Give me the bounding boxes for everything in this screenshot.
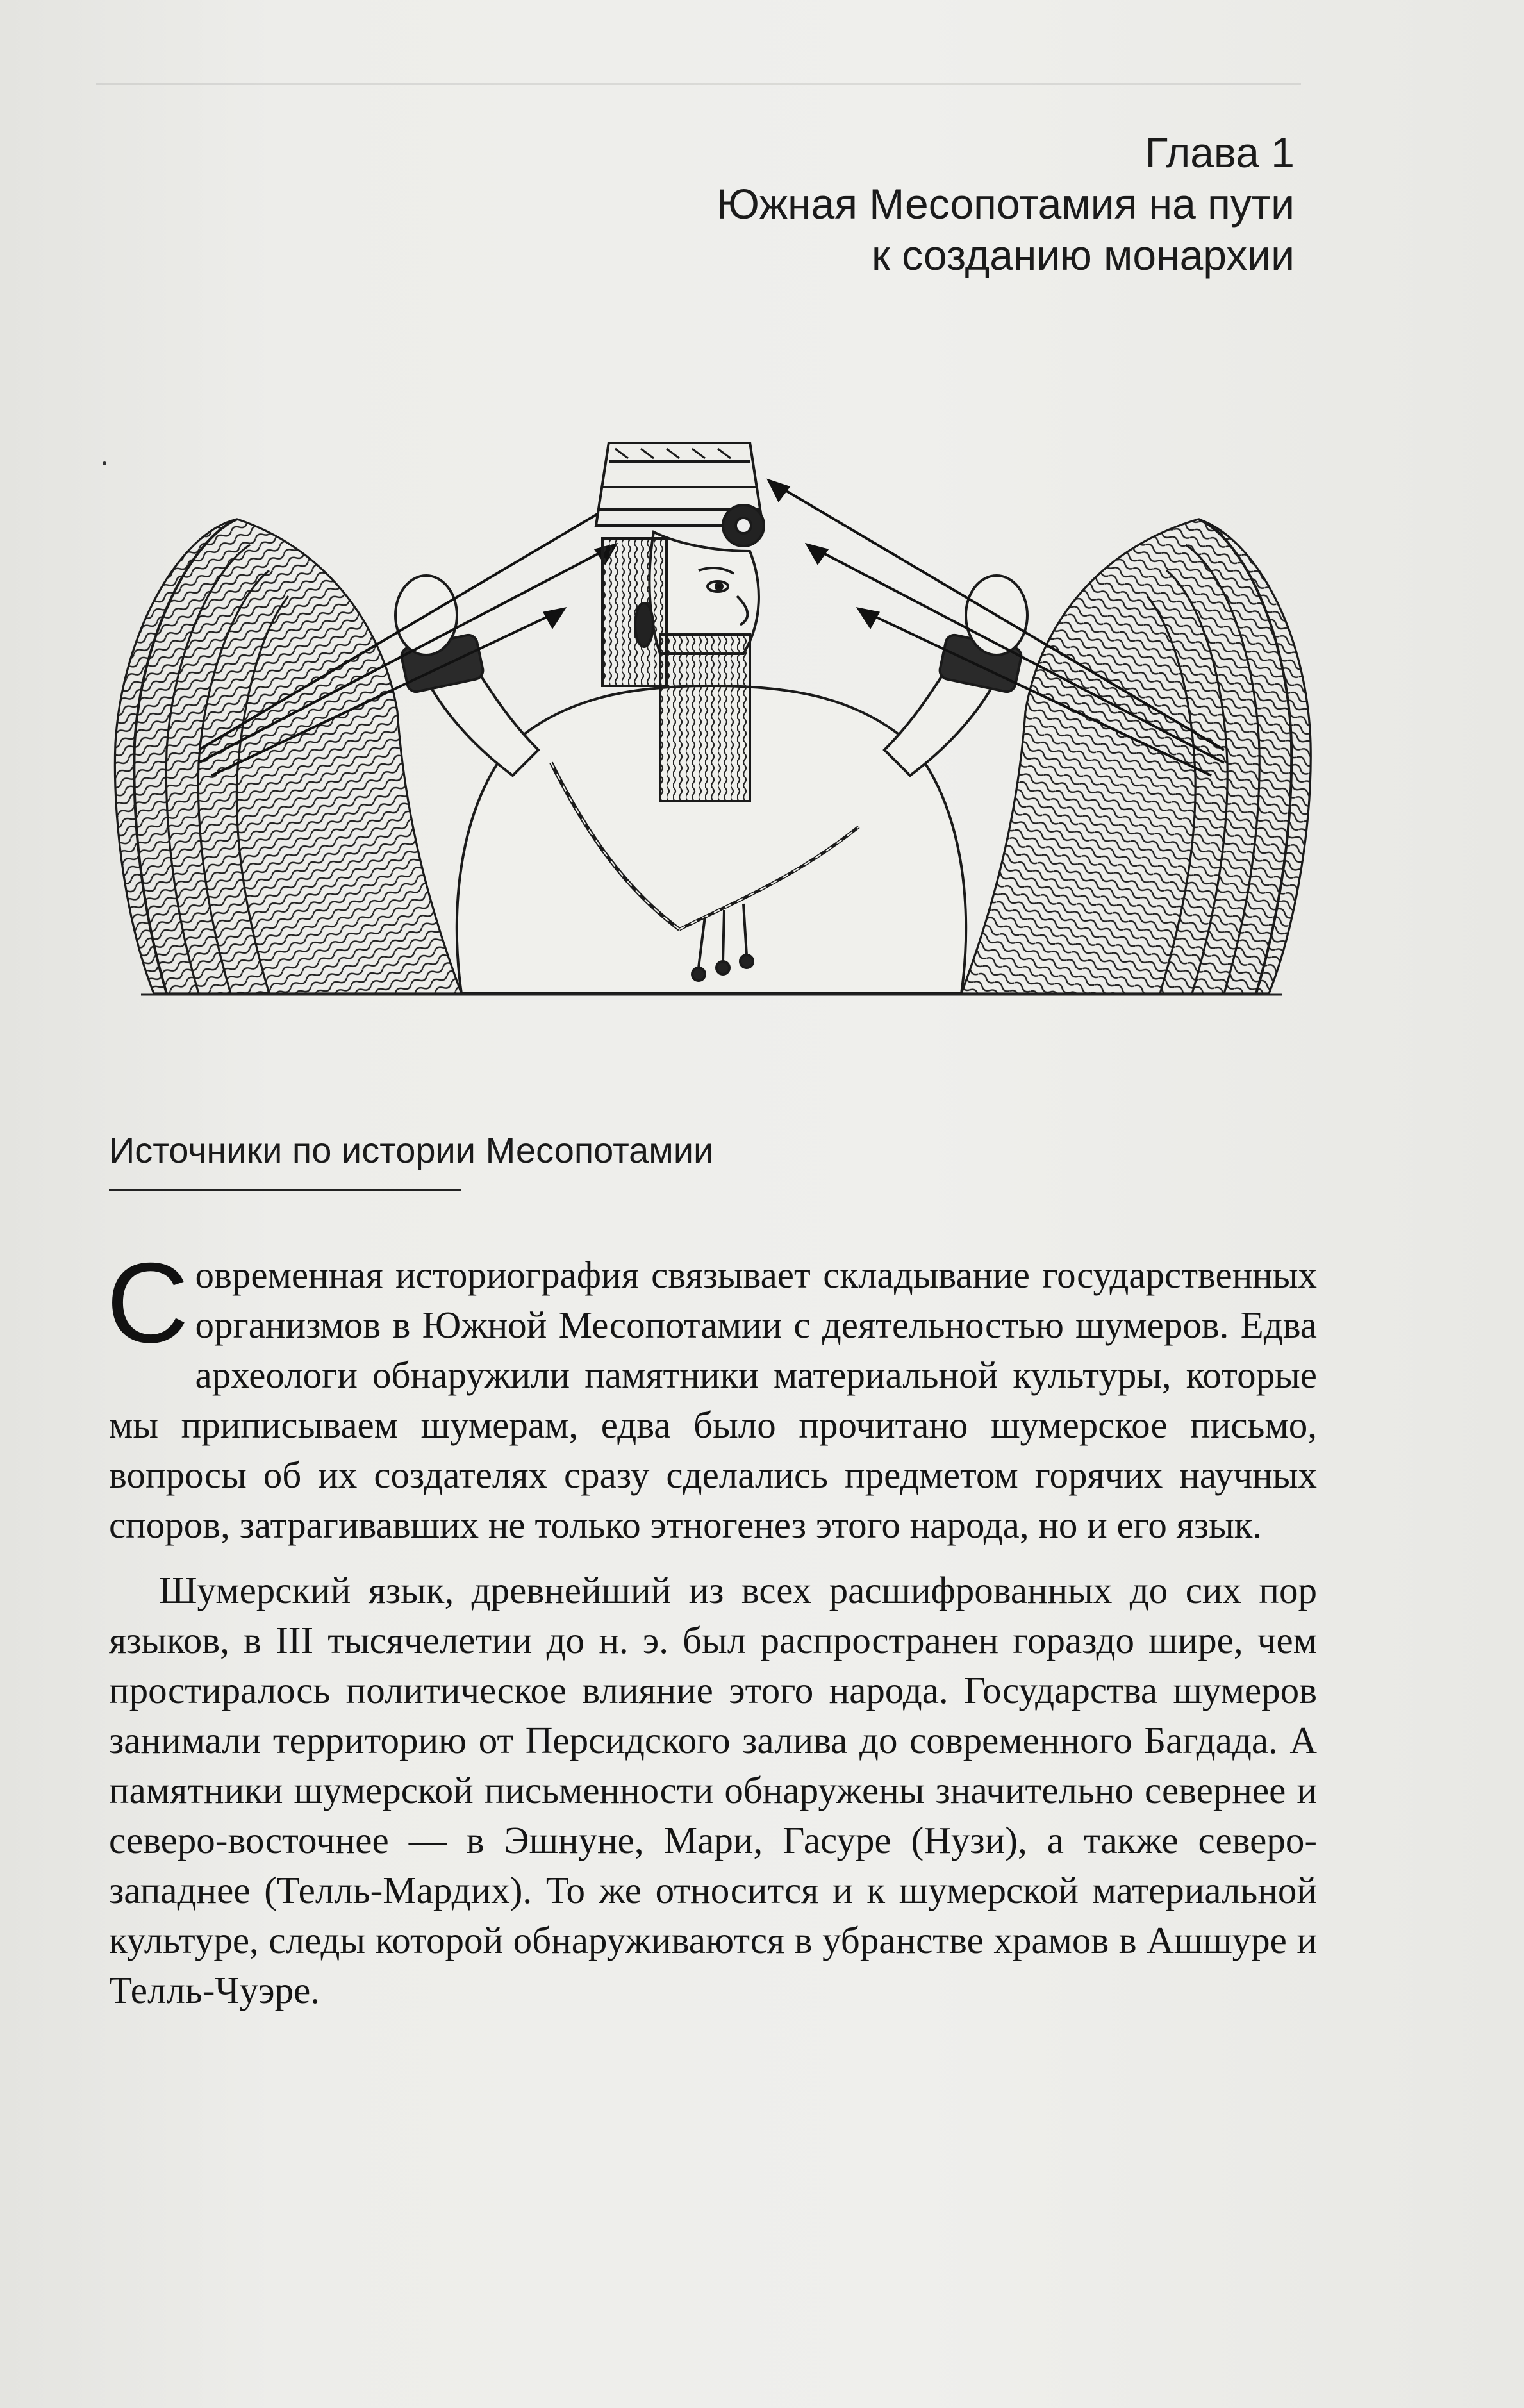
- chapter-number: Глава 1: [1145, 129, 1295, 176]
- chapter-heading: [716, 127, 1295, 281]
- section-heading: Источники по истории Месопотамии: [109, 1130, 714, 1170]
- bleed-through-header: [96, 45, 1301, 85]
- chapter-title: Южная Месопотамия на пути к созданию монархии: [716, 180, 1295, 279]
- body-text: [106, 1239, 1317, 2030]
- paragraph-2: Шумерский язык, древнейший из всех расшифрованных до сих пор языков, в III тысячелетии до н. э. был распространен гораздо шире, чем простиралось политическое влияние этого народа. Государства шумеров занимали территорию от Персидского залива до современного Багдада. А памятники шумерской письменности обнаружены значительно севернее и северо-восточнее — в Эшнуне, Мари, Гасуре (Нузи), а также северо-западнее (Телль-Мардих). То же относится и к шумерской материальной культуре, следы которой обнаруживаются в убранстве храмов в Ашшуре и Телль-Чуэре.: [109, 1569, 1317, 2011]
- section-underline: [109, 1189, 461, 1191]
- drop-cap: С: [106, 1239, 189, 1366]
- paragraph-1: [106, 1239, 1317, 1550]
- winged-figure-illustration: [103, 442, 1320, 1032]
- paragraph-1-text: овременная историография связывает складывание государственных организмов в Южной Месопотамии с деятельностью шумеров. Едва археологи обнаружили памятники материальной культуры, которые мы приписываем шумерам, едва было прочитано шумерское письмо, вопросы об их создателях сразу сделались предметом горячих научных споров, затрагивавших не только этногенез этого народа, но и его язык.: [109, 1254, 1317, 1546]
